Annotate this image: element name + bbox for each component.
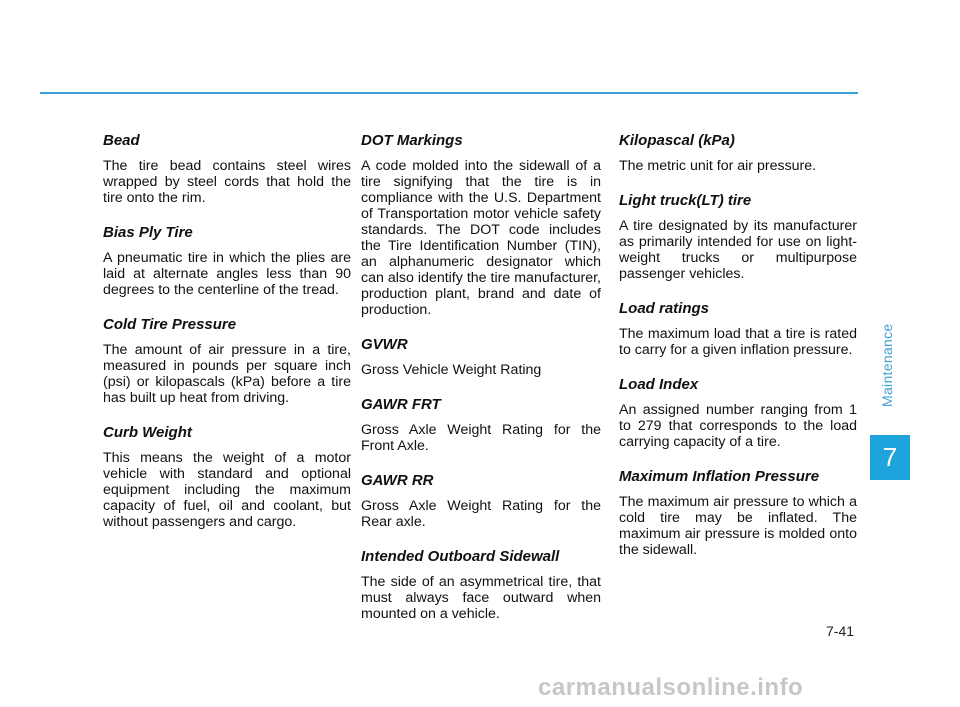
glossary-term: Maximum Inflation Pressure [619, 468, 820, 485]
page-number: 7-41 [826, 623, 855, 639]
glossary-definition: The side of an asymmetrical tire, that must always face outward when mounted on a vehicle. [361, 574, 601, 622]
glossary-term: Load Index [619, 376, 699, 393]
glossary-definition: A tire designated by its manufacturer as primarily intended for use on light-weight trucks or multipurpose passenger vehicles. [619, 218, 857, 282]
glossary-definition: Gross Vehicle Weight Rating [361, 362, 542, 378]
glossary-entry [619, 192, 857, 282]
glossary-column-2 [361, 122, 601, 622]
glossary-definition: The tire bead contains steel wires wrapped by steel cords that hold the tire onto the rim. [103, 158, 351, 206]
glossary-definition: The metric unit for air pressure. [619, 158, 817, 174]
glossary-entry [619, 376, 857, 450]
glossary-term: DOT Markings [361, 132, 463, 149]
glossary-term: GVWR [361, 336, 408, 353]
glossary-entry [361, 396, 601, 454]
glossary-entry [361, 336, 601, 378]
glossary-term: GAWR RR [361, 472, 434, 489]
glossary-definition: An assigned number ranging from 1 to 279 that corresponds to the load carrying capacity of a tire. [619, 402, 857, 450]
glossary-definition: A pneumatic tire in which the plies are laid at alternate angles less than 90 degrees to the centerline of the tread. [103, 250, 351, 298]
header-rule [40, 92, 858, 94]
glossary-term: Cold Tire Pressure [103, 316, 237, 333]
glossary-term: Intended Outboard Sidewall [361, 548, 560, 565]
glossary-term: GAWR FRT [361, 396, 441, 413]
glossary-definition: The amount of air pressure in a tire, measured in pounds per square inch (psi) or kilopascals (kPa) before a tire has built up heat from driving. [103, 342, 351, 406]
glossary-entry [619, 132, 857, 174]
glossary-entry [619, 468, 857, 558]
section-label: Maintenance [879, 323, 895, 407]
glossary-entry [103, 424, 351, 530]
glossary-definition: Gross Axle Weight Rating for the Rear axle. [361, 498, 601, 530]
glossary-definition: Gross Axle Weight Rating for the Front Axle. [361, 422, 601, 454]
glossary-definition: A code molded into the sidewall of a tire signifying that the tire is in compliance with the U.S. Department of Transportation motor vehicle safety standards. The DOT code includes the Tire Identification Number (TIN), an alphanumeric designator which can also identify the tire manufacturer, production plant, brand and date of production. [361, 158, 601, 318]
glossary-definition: This means the weight of a motor vehicle with standard and optional equipment including the maximum capacity of fuel, oil and coolant, but without passengers and cargo. [103, 450, 351, 530]
glossary-entry [361, 548, 601, 622]
watermark: carmanualsonline.info [538, 674, 804, 701]
glossary-entry [103, 224, 351, 298]
glossary-term: Curb Weight [103, 424, 192, 441]
glossary-definition: The maximum load that a tire is rated to carry for a given inflation pressure. [619, 326, 857, 358]
glossary-term: Bead [103, 132, 140, 149]
glossary-term: Kilopascal (kPa) [619, 132, 735, 149]
glossary-term: Load ratings [619, 300, 710, 317]
glossary-entry [361, 472, 601, 530]
glossary-term: Bias Ply Tire [103, 224, 193, 241]
glossary-entry [103, 132, 351, 206]
chapter-tab: 7 [870, 435, 910, 480]
glossary-entry [361, 132, 601, 318]
glossary-column-1 [103, 122, 351, 530]
glossary-definition: The maximum air pressure to which a cold tire may be inflated. The maximum air pressure is molded onto the sidewall. [619, 494, 857, 558]
glossary-entry [619, 300, 857, 358]
glossary-term: Light truck(LT) tire [619, 192, 752, 209]
glossary-column-3 [619, 122, 857, 558]
glossary-entry [103, 316, 351, 406]
